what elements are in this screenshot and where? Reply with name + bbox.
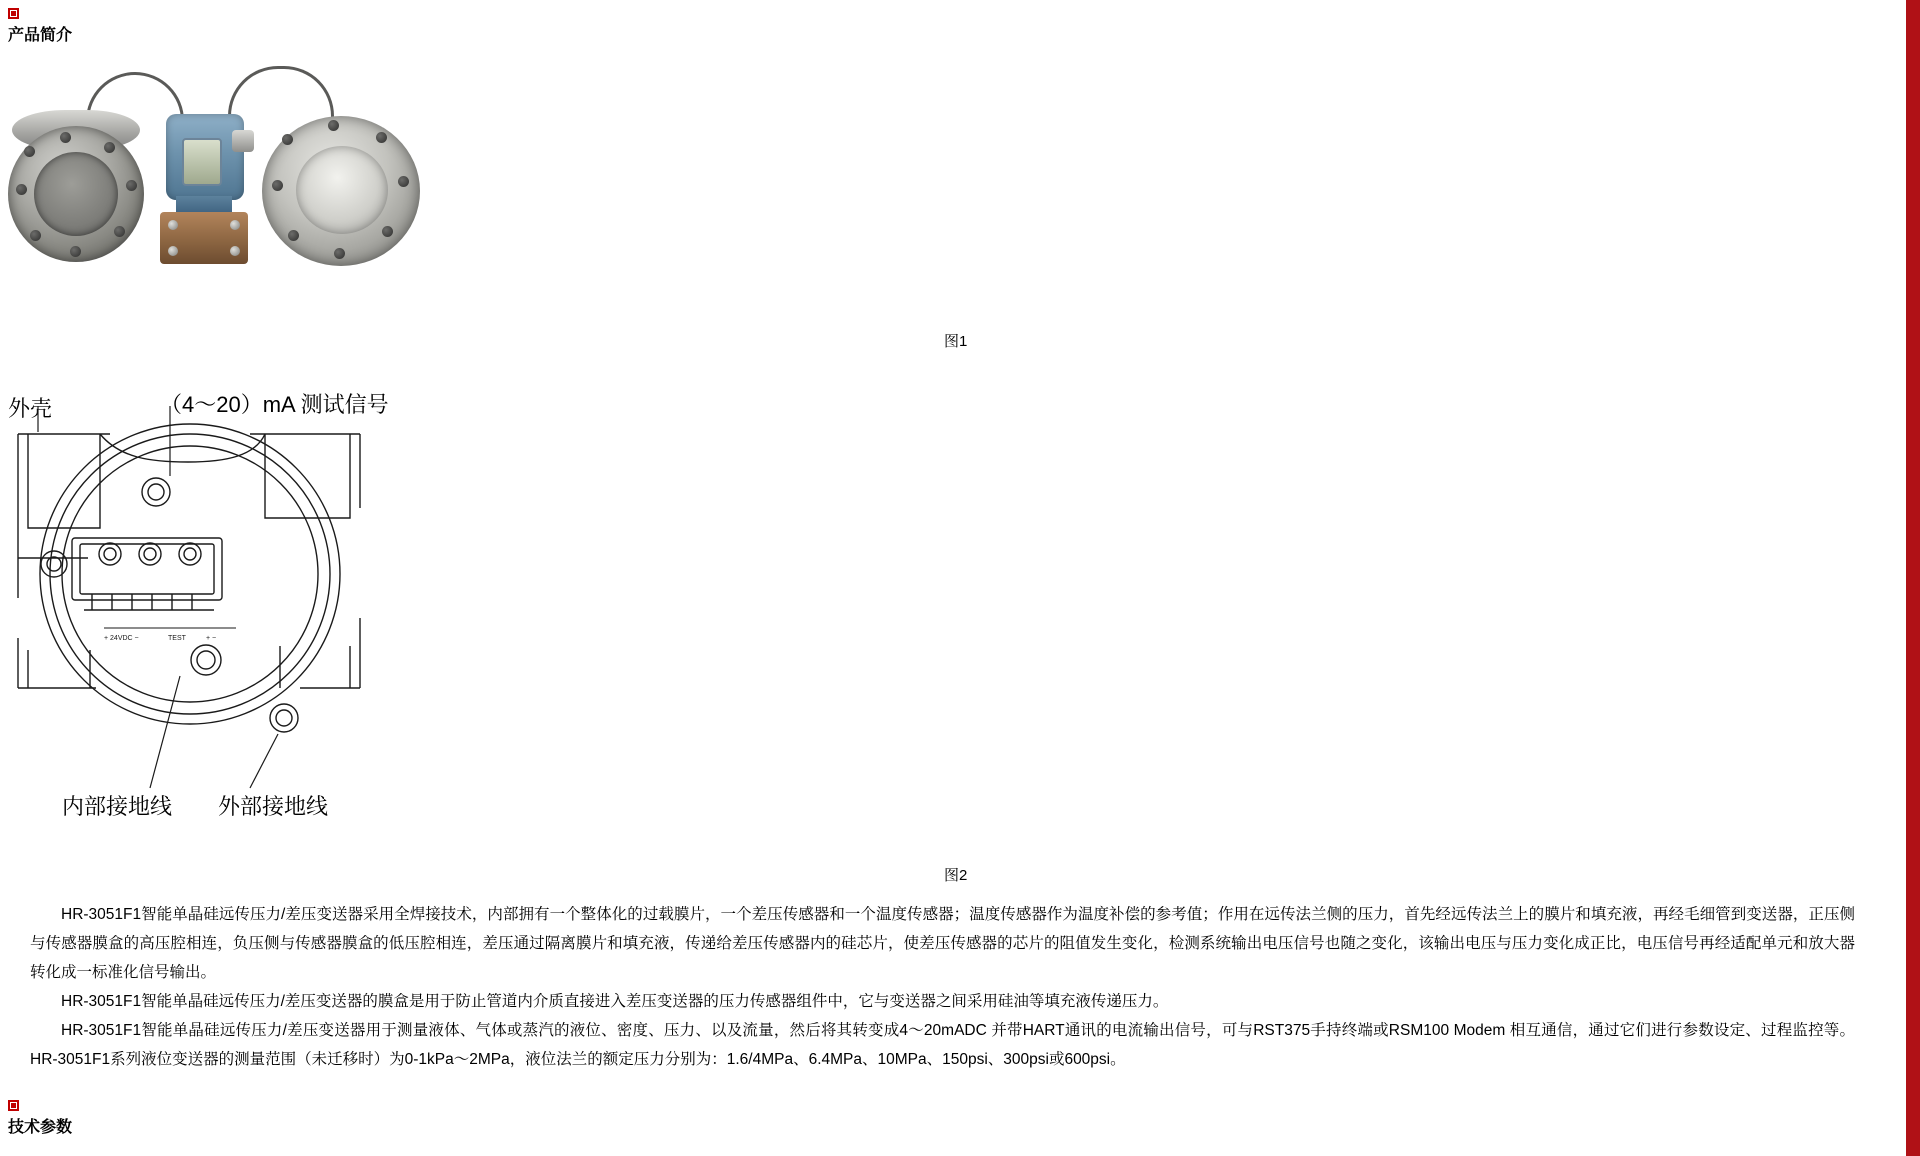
svg-text:TEST: TEST	[168, 635, 186, 642]
section-marker-icon	[8, 1100, 19, 1111]
diagram-label-test-signal: （4～20）mA 测试信号	[160, 392, 389, 417]
transmitter-display-window	[182, 138, 222, 186]
svg-text:+ 24VDC −: + 24VDC −	[104, 635, 139, 642]
diagram-label-external-ground: 外部接地线	[218, 794, 329, 819]
body-text-block	[30, 900, 1855, 1074]
section-title-product-intro: 产品简介	[8, 27, 73, 44]
transmitter-cover-cap	[232, 130, 254, 152]
section-product-intro	[8, 6, 72, 46]
product-photo-image	[0, 48, 520, 263]
page-edge-bar	[1906, 0, 1920, 1156]
svg-text:+ −: + −	[206, 635, 217, 642]
figure-2-caption: 图2	[944, 867, 968, 884]
diagram-label-internal-ground: 内部接地线	[62, 794, 173, 819]
section-title-technical-parameters: 技术参数	[8, 1119, 73, 1136]
paragraph-2: HR-3051F1智能单晶硅远传压力/差压变送器的膜盒是用于防止管道内介质直接进入差压变送器的压力传感器组件中，它与变送器之间采用硅油等填充液传递压力。	[61, 993, 1169, 1010]
transmitter-housing	[166, 114, 244, 200]
figure-product-photo	[0, 48, 520, 263]
section-technical-parameters	[8, 1098, 72, 1138]
diagram-label-housing: 外壳	[8, 396, 53, 421]
section-marker-icon	[8, 8, 19, 19]
remote-seal-flange-right	[262, 116, 420, 266]
paragraph-1: HR-3051F1智能单晶硅远传压力/差压变送器采用全焊接技术，内部拥有一个整体化的过载膜片，一个差压传感器和一个温度传感器；温度传感器作为温度补偿的参考值；作用在远传法兰侧的压力，首先经远传法兰上的膜片和填充液，再经毛细管到变送器，正压侧与传感器膜盒的高压腔相连，负压侧与传感器膜盒的低压腔相连，差压通过隔离膜片和填充液，传递给差压传感器内的硅芯片，使差压传感器的芯片的阻值发生变化，检测系统输出电压信号也随之变化，该输出电压与压力变化成正比，电压信号再经适配单元和放大器转化成一标准化信号输出。	[30, 906, 1855, 981]
figure-1-caption: 图1	[944, 333, 968, 350]
remote-seal-flange-left	[8, 126, 144, 262]
transmitter-process-flange	[160, 212, 248, 264]
paragraph-3: HR-3051F1智能单晶硅远传压力/差压变送器用于测量液体、气体或蒸汽的液位、密度、压力、以及流量，然后将其转变成4～20mADC 并带HART通讯的电流输出信号，可与RST375手持终端或RSM100 Modem 相互通信，通过它们进行参数设定、过程监控等。HR-3051F1系列液位变送器的测量范围（未迁移时）为0-1kPa～2MPa，液位法兰的额定压力分别为：1.6/4MPa、6.4MPa、10MPa、150psi、300psi或600psi。	[30, 1022, 1855, 1068]
figure-wiring-diagram	[0, 388, 460, 838]
